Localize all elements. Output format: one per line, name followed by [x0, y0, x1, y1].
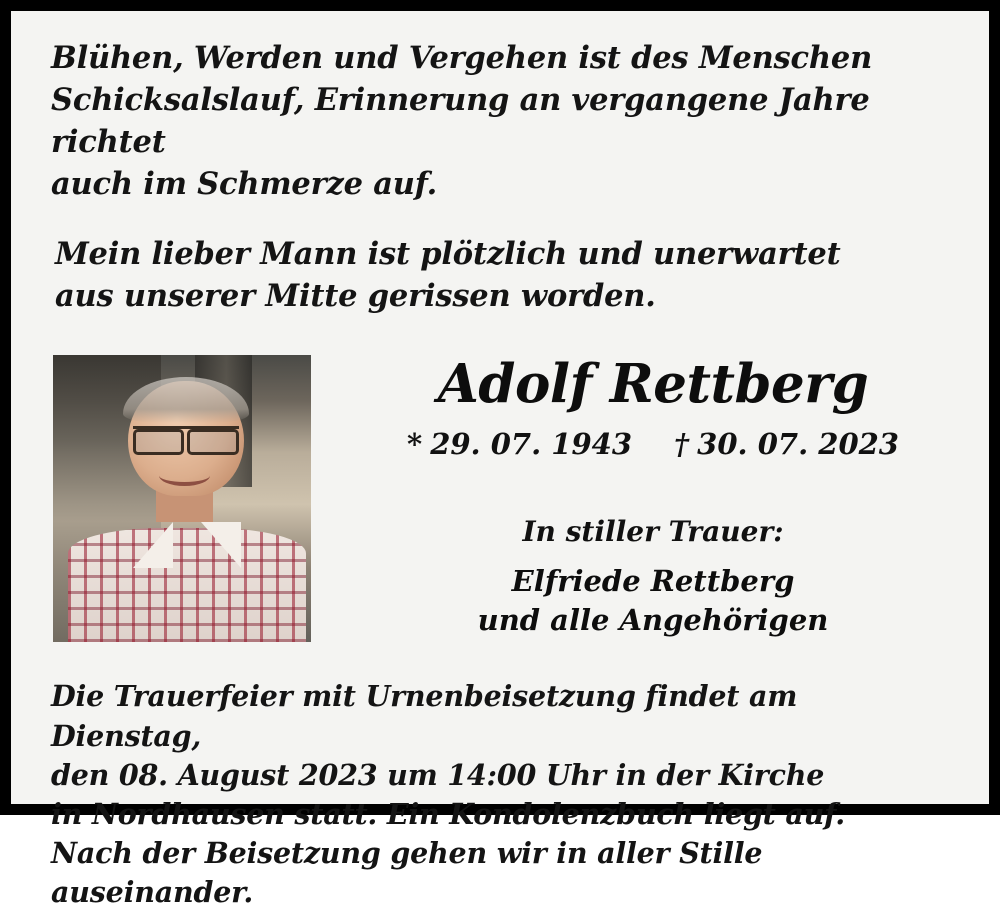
mourner-name: Elfriede Rettberg [511, 564, 795, 599]
photo-collar-left [133, 522, 173, 568]
birth-date-group [407, 427, 632, 461]
death-date-group [674, 427, 899, 461]
mourning-intro: In stiller Trauer: [522, 515, 784, 549]
death-cross-icon: † [674, 427, 690, 462]
funeral-details [51, 677, 955, 911]
mourners-list [351, 562, 955, 640]
mourner-name: und alle Angehörigen [477, 603, 829, 638]
birth-star-icon: * [407, 427, 423, 462]
verse-line: Schicksalslauf, Erinnerung an vergangene Jahre richtet [51, 82, 870, 161]
intro-line: Mein lieber Mann ist plötzlich und unerwartet [55, 236, 841, 273]
portrait-photo [53, 355, 311, 642]
name-column [351, 353, 955, 640]
glasses-icon [133, 426, 239, 449]
birth-date: 29. 07. 1943 [430, 427, 632, 462]
funeral-line: Nach der Beisetzung gehen wir in aller Stille auseinander. [51, 835, 763, 909]
photo-collar-right [201, 522, 241, 568]
deceased-name: Adolf Rettberg [437, 353, 869, 416]
funeral-line: den 08. August 2023 um 14:00 Uhr in der Kirche [51, 757, 825, 792]
verse-line: Blühen, Werden und Vergehen ist des Menschen [51, 40, 873, 76]
death-date: 30. 07. 2023 [697, 427, 899, 462]
intro-block [51, 233, 955, 317]
funeral-line: Die Trauerfeier mit Urnenbeisetzung findet am Dienstag, [51, 679, 798, 753]
verse-line: auch im Schmerze auf. [51, 166, 438, 203]
funeral-line: in Nordhausen statt. Ein Kondolenzbuch liegt auf. [51, 796, 845, 831]
portrait-and-name-section [51, 353, 955, 653]
intro-line: aus unserer Mitte gerissen worden. [55, 278, 656, 315]
photo-shirt [68, 528, 305, 643]
photo-smile [159, 465, 211, 486]
verse-block [51, 37, 955, 205]
life-dates [351, 427, 955, 461]
